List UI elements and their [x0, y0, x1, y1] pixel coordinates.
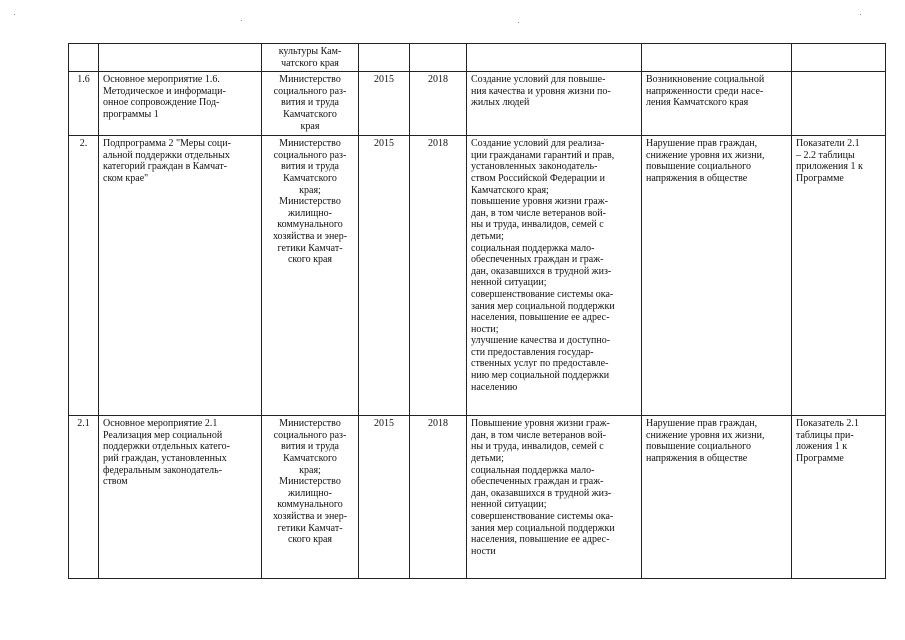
activity-name-line: федеральным законодатель- — [103, 464, 223, 476]
executor-line: Министерство — [279, 418, 341, 430]
activity-name-cell — [99, 136, 262, 416]
expected-result-line: ны и труда, инвалидов, семей с — [471, 219, 604, 231]
expected-result-line: обеспеченных граждан и граж- — [471, 476, 604, 488]
activity-name-line: поддержки отдельных катего- — [103, 441, 230, 453]
linked-indicators-cell — [792, 72, 886, 136]
activity-name-line: Основное мероприятие 1.6. — [103, 74, 220, 86]
expected-result-line: дан, в том числе ветеранов вой- — [471, 207, 606, 219]
expected-result-line: сти предоставления государ- — [471, 346, 594, 358]
executor-line: коммунального — [277, 499, 343, 511]
expected-result-line: ния качества и уровня жизни по- — [471, 85, 611, 97]
scan-speck — [14, 14, 15, 15]
expected-result-line: социальная поддержка мало- — [471, 464, 595, 476]
executor-line: Камчатского — [283, 452, 337, 464]
executor-line: жилищно- — [288, 207, 332, 219]
executor-line: хозяйства и энер- — [272, 230, 348, 242]
expected-result-line: Повышение уровня жизни граж- — [471, 418, 610, 430]
non-implementation-consequence-line: напряжения в обществе — [646, 452, 748, 464]
expected-result-line: зания мер социальной поддержки — [471, 300, 615, 312]
executor-line: края — [300, 120, 320, 132]
expected-result-line: установленных законодатель- — [471, 161, 598, 173]
table-row — [69, 44, 886, 72]
non-implementation-consequence-line: Нарушение прав граждан, — [646, 418, 758, 430]
scan-speck — [860, 14, 861, 15]
linked-indicators-line: ложения 1 к — [796, 441, 848, 453]
expected-result-line: населения, повышение ее адрес- — [471, 312, 610, 324]
activity-name-line: категорий граждан в Камчат- — [103, 161, 228, 173]
end-year-cell: 2018 — [410, 416, 467, 579]
activity-name-line: ством — [103, 476, 128, 488]
linked-indicators-line: таблицы при- — [796, 429, 854, 441]
non-implementation-consequence-cell — [642, 72, 792, 136]
start-year-cell: 2015 — [359, 136, 410, 416]
linked-indicators-line: Показатели 2.1 — [796, 138, 860, 150]
expected-result-line: детьми; — [471, 230, 504, 242]
non-implementation-consequence-line: напряжения в обществе — [646, 172, 748, 184]
row-number-cell — [69, 44, 99, 72]
expected-result-line: населению — [471, 381, 518, 393]
expected-result-cell — [467, 72, 642, 136]
activity-name-cell — [99, 44, 262, 72]
executor-line: вития и труда — [280, 441, 339, 453]
expected-result-line: зания мер социальной поддержки — [471, 522, 615, 534]
linked-indicators-line: Программе — [796, 172, 844, 184]
linked-indicators-line: Программе — [796, 452, 844, 464]
executor-line: Министерство — [279, 196, 341, 208]
activity-name-line: Реализация мер социальной — [103, 429, 223, 441]
scan-speck — [518, 22, 519, 23]
end-year-cell: 2018 — [410, 136, 467, 416]
executor-line: гетики Камчат- — [277, 522, 343, 534]
expected-result-line: детьми; — [471, 452, 504, 464]
non-implementation-consequence-line: Возникновение социальной — [646, 74, 765, 86]
executor-line: Министерство — [279, 476, 341, 488]
linked-indicators-line: – 2.2 таблицы — [796, 149, 855, 161]
non-implementation-consequence-cell — [642, 136, 792, 416]
expected-result-line: повышение уровня жизни граж- — [471, 196, 608, 208]
expected-result-line: ненной ситуации; — [471, 277, 547, 289]
activity-name-line: ском крае" — [103, 172, 149, 184]
expected-result-line: дан, оказавшихся в трудной жиз- — [471, 487, 612, 499]
expected-result-line: Создание условий для повыше- — [471, 74, 606, 86]
table-row — [69, 72, 886, 136]
table-row — [69, 136, 886, 416]
non-implementation-consequence-line: снижение уровня их жизни, — [646, 149, 765, 161]
executor-line: социального раз- — [273, 149, 347, 161]
activity-name-line: Подпрограмма 2 "Меры соци- — [103, 138, 231, 150]
start-year-cell: 2015 — [359, 416, 410, 579]
executor-cell — [262, 72, 359, 136]
linked-indicators-cell — [792, 44, 886, 72]
expected-result-cell — [467, 416, 642, 579]
row-number-cell: 1.6 — [69, 72, 99, 136]
executor-line: культуры Кам- — [278, 46, 342, 57]
table-row — [69, 416, 886, 579]
start-year-cell — [359, 44, 410, 72]
expected-result-line: совершенствование системы ока- — [471, 288, 614, 300]
non-implementation-consequence-line: ления Камчатского края — [646, 97, 749, 109]
row-number-cell: 2.1 — [69, 416, 99, 579]
activity-name-line: альной поддержки отдельных — [103, 149, 230, 161]
non-implementation-consequence-cell — [642, 44, 792, 72]
activity-name-cell — [99, 72, 262, 136]
executor-line: вития и труда — [280, 161, 339, 173]
expected-result-line: ненной ситуации; — [471, 499, 547, 511]
activity-name-line: программы 1 — [103, 108, 159, 120]
expected-result-line: населения, повышение ее адрес- — [471, 534, 610, 546]
executor-line: Министерство — [279, 74, 341, 86]
executor-line: хозяйства и энер- — [272, 510, 348, 522]
expected-result-line: ности; — [471, 323, 499, 335]
executor-cell — [262, 416, 359, 579]
expected-result-line: Создание условий для реализа- — [471, 138, 605, 150]
executor-line: Министерство — [279, 138, 341, 150]
executor-line: края; — [299, 464, 321, 476]
non-implementation-consequence-line: Нарушение прав граждан, — [646, 138, 758, 150]
row-number-cell: 2. — [69, 136, 99, 416]
executor-line: края; — [299, 184, 321, 196]
linked-indicators-cell — [792, 136, 886, 416]
executor-line: коммунального — [277, 219, 343, 231]
expected-result-line: нию мер социальной поддержки — [471, 370, 610, 382]
expected-result-line: ством Российской Федерации и — [471, 172, 605, 184]
expected-result-line: дан, оказавшихся в трудной жиз- — [471, 265, 612, 277]
start-year-cell: 2015 — [359, 72, 410, 136]
executor-line: социального раз- — [273, 85, 347, 97]
non-implementation-consequence-line: напряженности среди насе- — [646, 85, 764, 97]
expected-result-cell — [467, 136, 642, 416]
non-implementation-consequence-line: повышение социального — [646, 441, 751, 453]
activity-name-line: Основное мероприятие 2.1 — [103, 418, 218, 430]
non-implementation-consequence-line: снижение уровня их жизни, — [646, 429, 765, 441]
activity-name-line: онное сопровождение Под- — [103, 97, 220, 109]
executor-line: социального раз- — [273, 429, 347, 441]
expected-result-line: дан, в том числе ветеранов вой- — [471, 429, 606, 441]
expected-result-line: обеспеченных граждан и граж- — [471, 254, 604, 266]
expected-result-line: социальная поддержка мало- — [471, 242, 595, 254]
executor-cell — [262, 44, 359, 72]
executor-line: гетики Камчат- — [277, 242, 343, 254]
expected-result-line: улучшение качества и доступно- — [471, 335, 611, 347]
non-implementation-consequence-line: повышение социального — [646, 161, 751, 173]
activity-name-line: рий граждан, установленных — [103, 452, 227, 464]
activity-name-line: Методическое и информаци- — [103, 85, 226, 97]
linked-indicators-cell — [792, 416, 886, 579]
expected-result-line: жилых людей — [471, 97, 530, 109]
executor-cell — [262, 136, 359, 416]
expected-result-line: Камчатского края; — [471, 184, 549, 196]
linked-indicators-line: Показатель 2.1 — [796, 418, 859, 430]
expected-result-line: совершенствование системы ока- — [471, 510, 614, 522]
executor-line: Камчатского — [283, 108, 337, 120]
executor-line: Камчатского — [283, 172, 337, 184]
expected-result-line: ности — [471, 545, 496, 557]
expected-result-line: ции гражданами гарантий и прав, — [471, 149, 615, 161]
scan-speck — [241, 20, 242, 21]
non-implementation-consequence-cell — [642, 416, 792, 579]
expected-result-line: ны и труда, инвалидов, семей с — [471, 441, 604, 453]
expected-result-line: ственных услуг по предоставле- — [471, 358, 609, 370]
activity-name-cell — [99, 416, 262, 579]
end-year-cell: 2018 — [410, 72, 467, 136]
executor-line: жилищно- — [288, 487, 332, 499]
linked-indicators-line: приложения 1 к — [796, 161, 863, 173]
executor-line: вития и труда — [280, 97, 339, 109]
executor-line: ского края — [287, 254, 333, 266]
executor-line: чатского края — [281, 57, 339, 69]
expected-result-cell — [467, 44, 642, 72]
executor-line: ского края — [287, 534, 333, 546]
program-activities-table — [68, 43, 886, 579]
end-year-cell — [410, 44, 467, 72]
